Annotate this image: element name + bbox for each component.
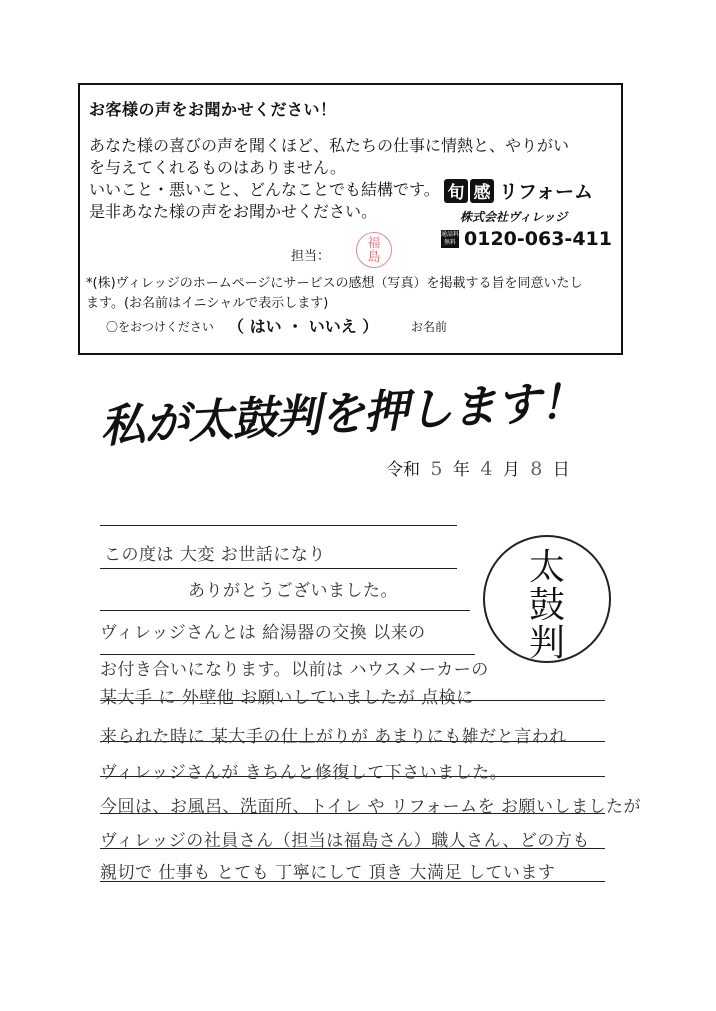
stamp-char: 太 xyxy=(528,547,565,588)
brand-kanji-2: 感 xyxy=(470,179,494,203)
consent-line: ます。(お名前はイニシャルで表示します) xyxy=(86,296,329,311)
date-month-unit: 月 xyxy=(502,460,520,480)
date xyxy=(386,455,570,480)
phone-row xyxy=(441,228,612,250)
staff-seal xyxy=(356,232,392,268)
handwritten-line: 某大手 に 外壁他 お願いしていましたが 点検に xyxy=(100,688,474,708)
box-title: お客様の声をお聞かせください！ xyxy=(89,100,337,119)
date-era: 令和 xyxy=(386,460,420,480)
stamp-char: 判 xyxy=(528,623,565,664)
body-line: 是非あなた様の声をお聞かせください。 xyxy=(89,202,378,221)
phone-number: 0120-063-411 xyxy=(464,228,612,250)
consent-line: *(株)ヴィレッジのホームページにサービスの感想（写真）を掲載する旨を同意いたし xyxy=(86,276,583,291)
body-line: を与えてくれるものはありません。 xyxy=(89,158,346,177)
handwritten-line: ヴィレッジさんが きちんと修復して下さいました。 xyxy=(100,763,508,783)
handwritten-line: ありがとうございました。 xyxy=(188,581,398,601)
taikoban-stamp xyxy=(483,535,611,663)
ruled-line xyxy=(100,568,457,569)
consent-prompt: 〇をおつけください xyxy=(106,320,214,334)
handwritten-line: ヴィレッジさんとは 給湯器の交換 以来の xyxy=(100,623,426,643)
free-dial-icon: 通話料無料 xyxy=(441,231,460,246)
brand-logo xyxy=(444,177,593,204)
handwritten-line: 来られた時に 某大手の仕上がりが あまりにも雑だと言われ xyxy=(100,727,567,747)
customer-voice-box xyxy=(78,83,623,355)
brand-kanji-1: 旬 xyxy=(444,179,468,203)
date-day-unit: 日 xyxy=(552,460,570,480)
consent-choices[interactable]: （ はい ・ いいえ ） xyxy=(228,317,379,336)
staff-label: 担当： xyxy=(291,249,331,264)
seal-char: 島 xyxy=(367,250,381,265)
seal-char: 福 xyxy=(367,236,381,251)
stamp-char: 鼓 xyxy=(528,585,565,626)
handwritten-line: 今回は、お風呂、洗面所、トイレ や リフォームを お願いしましたが xyxy=(100,797,642,817)
handwritten-line: 親切で 仕事も とても 丁寧にして 頂き 大満足 しています xyxy=(100,863,556,883)
headline: 私が太鼓判を押します！ xyxy=(98,374,585,453)
body-line: いいこと・悪いこと、どんなことでも結構です。 xyxy=(89,180,440,199)
brand-text: リフォーム xyxy=(499,181,594,203)
name-label: お名前 xyxy=(411,320,448,334)
handwritten-line: この度は 大変 お世話になり xyxy=(104,545,326,565)
date-year: 5 xyxy=(430,458,443,480)
body-line: あなた様の喜びの声を聞くほど、私たちの仕事に情熱と、やりがい xyxy=(89,136,570,155)
ruled-line xyxy=(100,525,457,526)
company-name: 株式会社ヴィレッジ xyxy=(460,210,568,224)
handwritten-line: ヴィレッジの社員さん（担当は福島さん）職人さん、どの方も xyxy=(100,831,590,851)
ruled-line xyxy=(100,610,470,611)
handwritten-line: お付き合いになります。以前は ハウスメーカーの xyxy=(100,660,489,680)
date-month: 4 xyxy=(480,458,493,480)
date-day: 8 xyxy=(530,458,543,480)
consent-text xyxy=(86,274,582,314)
date-year-unit: 年 xyxy=(452,460,470,480)
